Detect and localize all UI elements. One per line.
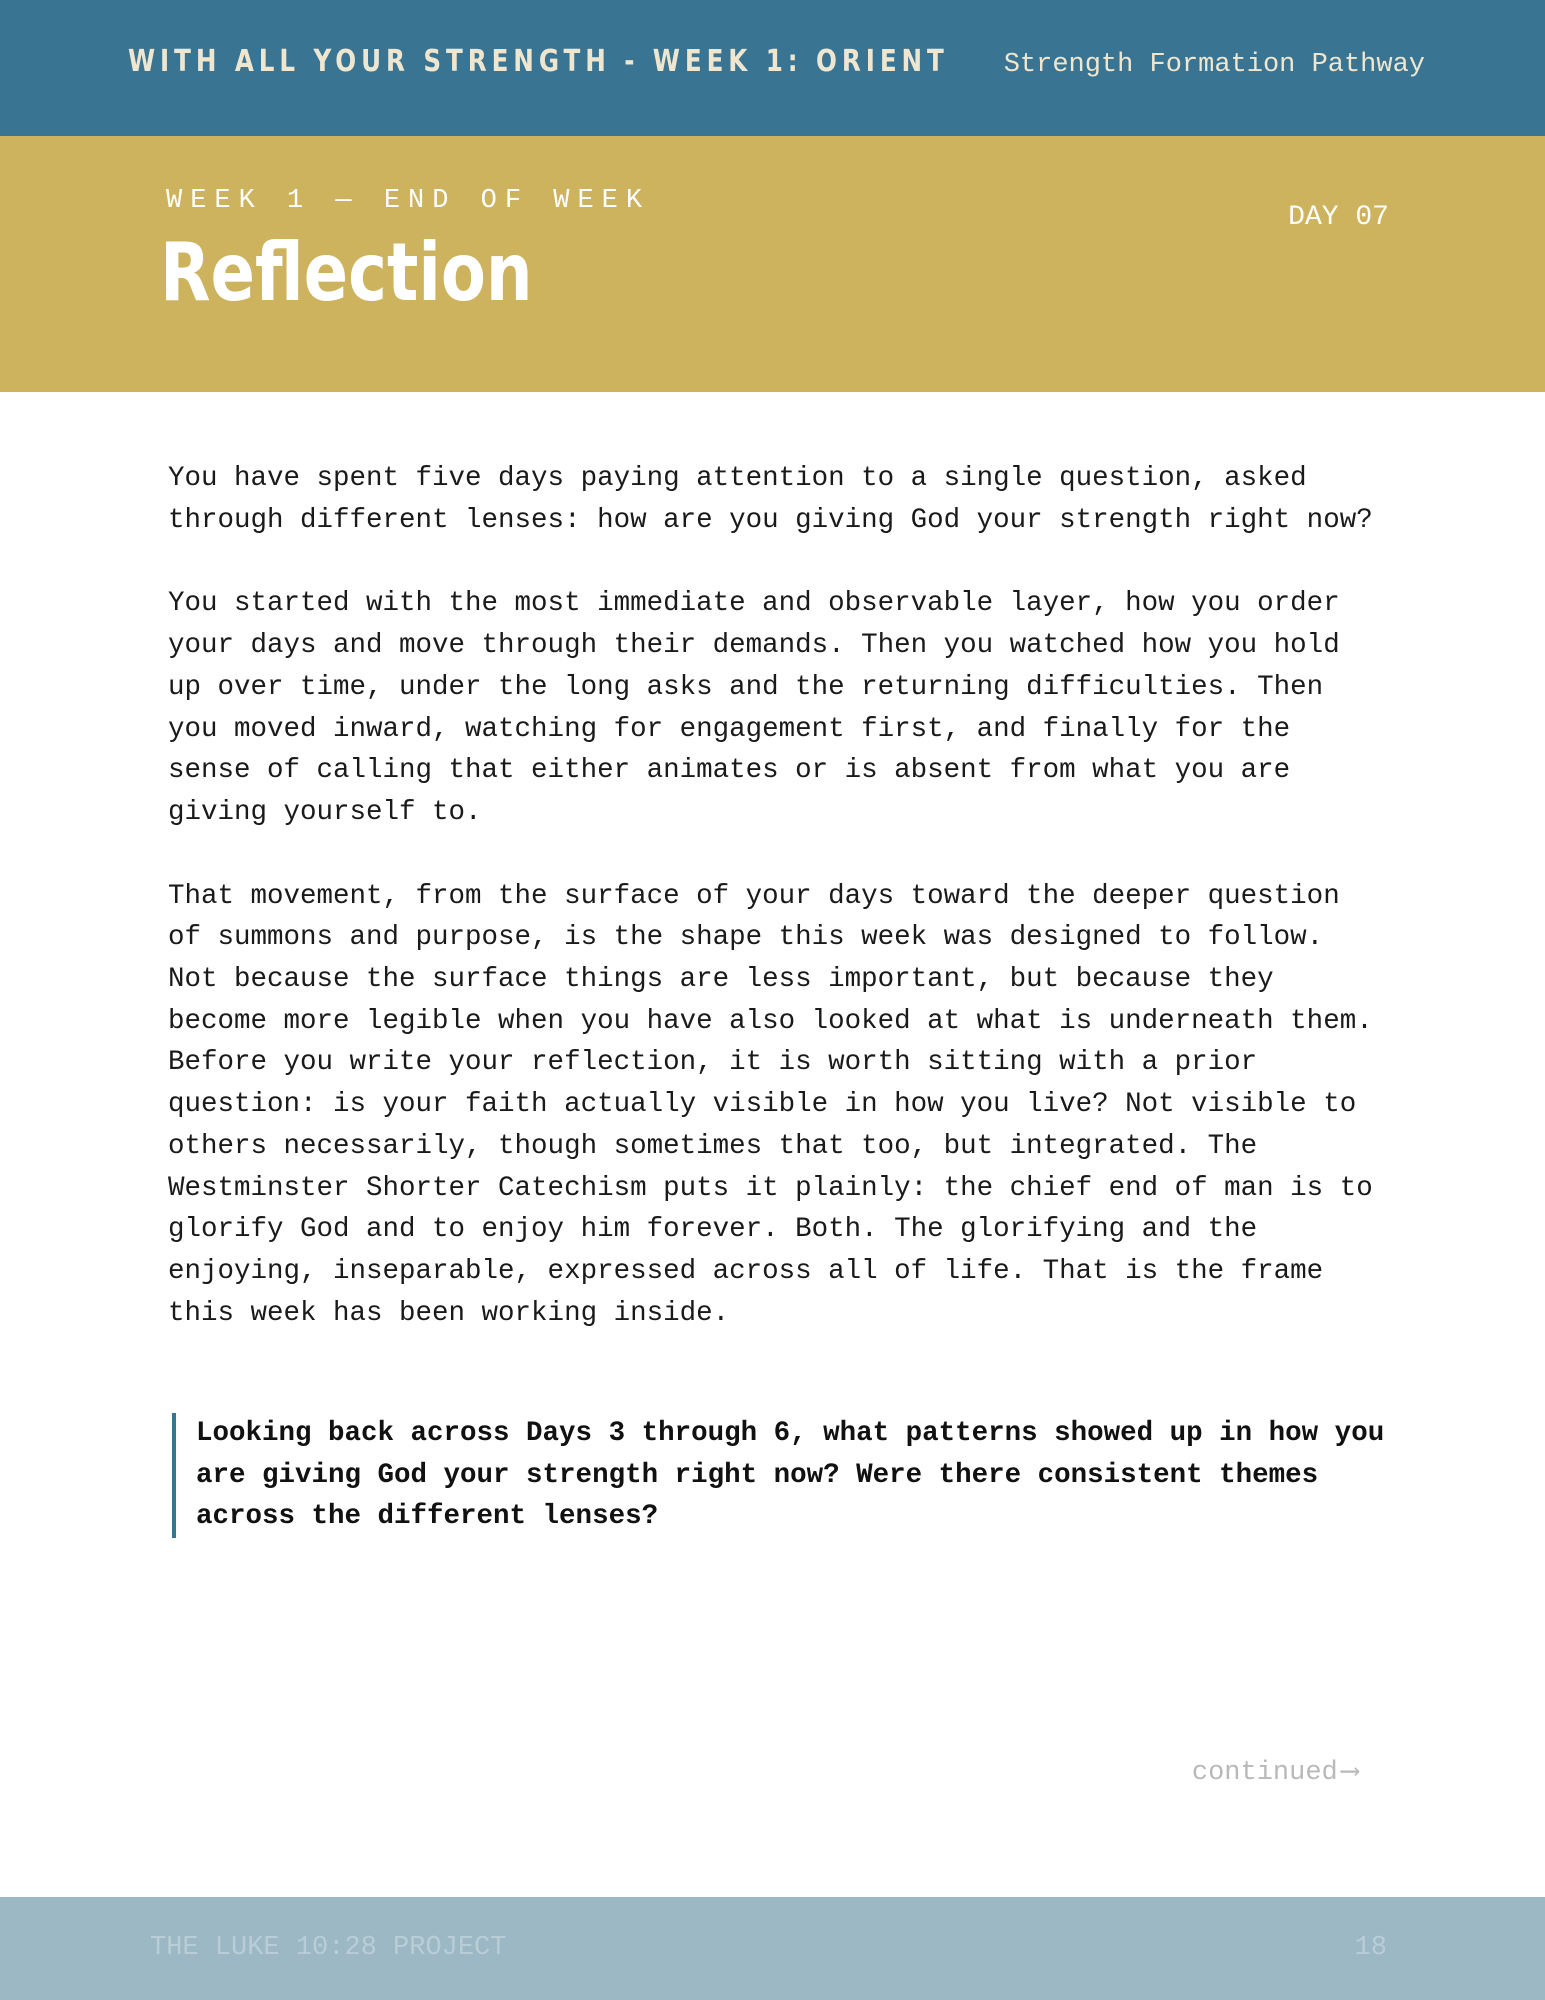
page-title: Reflection (160, 226, 533, 319)
day-number: DAY 07 (1288, 202, 1389, 233)
continued-label: continued (1191, 1758, 1338, 1788)
page-number: 18 (1354, 1933, 1387, 1963)
body-content (168, 458, 1388, 1376)
day-kicker: WEEK 1 — END OF WEEK (166, 186, 651, 216)
body-paragraph: That movement, from the surface of your days toward the deeper question of summons and purpose, is the shape this week was designed to follow. Not because the surface things are less important, but because they become more legible when you have also looked at what is underneath them. Before you write your reflection, it is worth sitting with a prior question: is your faith actually visible in how you live? Not visible to others necessarily, though sometimes that too, but integrated. The Westminster Shorter Catechism puts it plainly: the chief end of man is to glorify God and to enjoy him forever. Both. The glorifying and the enjoying, inseparable, expressed across all of life. That is the frame this week has been working inside. (168, 880, 1373, 1329)
body-paragraph: You have spent five days paying attention to a single question, asked through different lenses: how are you giving God your strength right now? (168, 463, 1373, 536)
footer-project-name: THE LUKE 10:28 PROJECT (150, 1933, 507, 1963)
reflection-prompt: Looking back across Days 3 through 6, what patterns showed up in how you are giving God your strength right now? Were there consistent themes across the different lenses? (172, 1413, 1386, 1538)
continued-indicator (1192, 1755, 1358, 1788)
pathway-label: Strength Formation Pathway (1003, 50, 1425, 80)
arrow-right-icon: ⟶ (1341, 1758, 1358, 1788)
top-header-bar (0, 0, 1545, 136)
series-title: WITH ALL YOUR STRENGTH - WEEK 1: ORIENT (128, 44, 949, 79)
page-footer (0, 1897, 1545, 2000)
body-paragraph: You started with the most immediate and observable layer, how you order your days and move through their demands. Then you watched how you hold up over time, under the long asks and the returning difficulties. Then you moved inward, watching for engagement first, and finally for the sense of calling that either animates or is absent from what you are giving yourself to. (168, 588, 1340, 828)
day-header-band (0, 136, 1545, 392)
